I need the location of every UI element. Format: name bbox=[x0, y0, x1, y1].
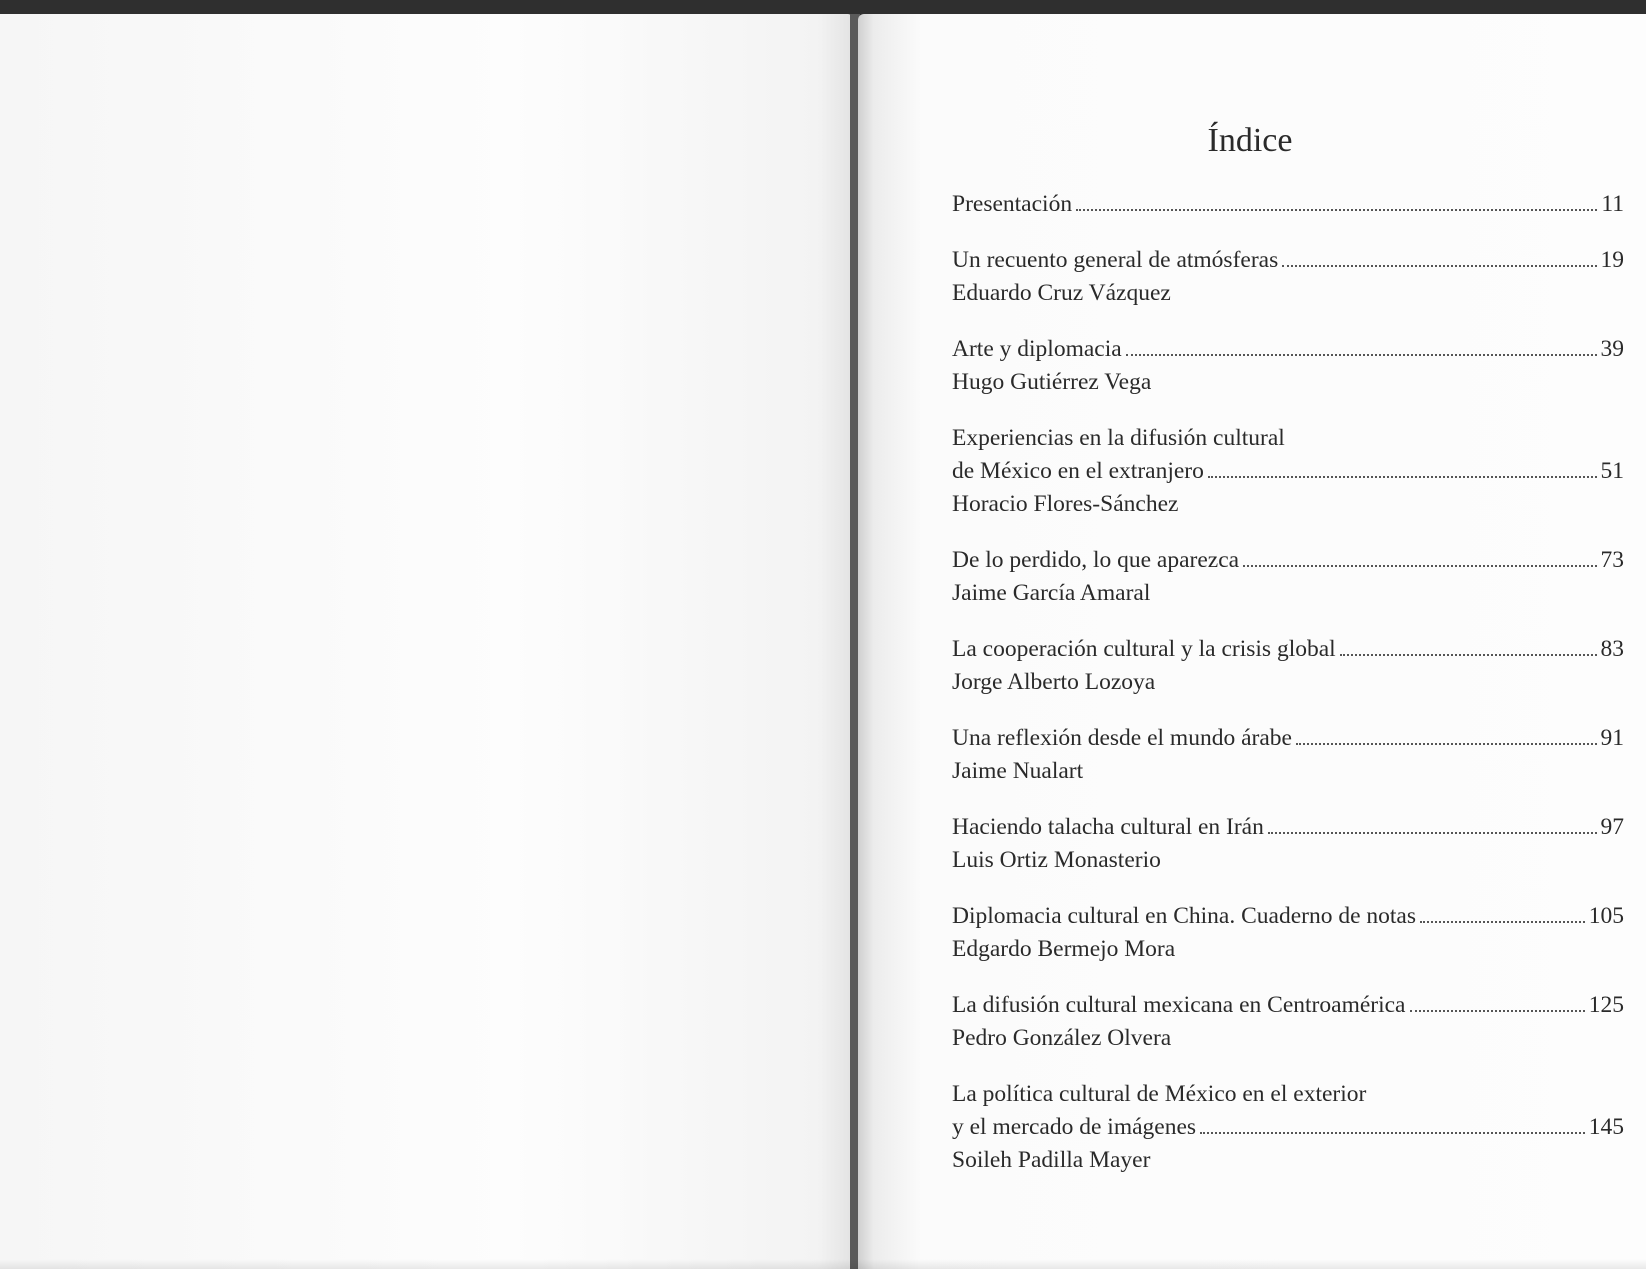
left-page-blank bbox=[0, 14, 852, 1269]
toc-entry-title-line bbox=[952, 455, 1624, 488]
toc-entry-title-line bbox=[952, 633, 1624, 666]
toc-entry-page-number: 105 bbox=[1588, 903, 1624, 929]
toc-entry-title: La política cultural de México en el exterior bbox=[952, 1081, 1367, 1107]
toc-entry-title: La difusión cultural mexicana en Centroamérica bbox=[952, 992, 1406, 1018]
dot-leader bbox=[1296, 743, 1597, 745]
toc-entry-title-line bbox=[952, 544, 1624, 577]
toc-entry-author: Horacio Flores-Sánchez bbox=[952, 491, 1179, 517]
toc-entry-title: Diplomacia cultural en China. Cuaderno de notas bbox=[952, 903, 1416, 929]
toc-entry-page-number: 11 bbox=[1601, 191, 1624, 217]
dot-leader bbox=[1410, 1010, 1585, 1012]
toc-entry-page-number: 73 bbox=[1600, 547, 1624, 573]
dot-leader bbox=[1340, 654, 1597, 656]
toc-entry-author: Jaime García Amaral bbox=[952, 580, 1151, 606]
scan-bottom-shadow bbox=[0, 1259, 1646, 1269]
toc-entry-page-number: 19 bbox=[1600, 247, 1624, 273]
toc-entry bbox=[952, 544, 1624, 610]
toc-entry-title-line bbox=[952, 989, 1624, 1022]
toc-entry bbox=[952, 244, 1624, 310]
toc-entry-page-number: 51 bbox=[1600, 458, 1624, 484]
toc-entry-author: Hugo Gutiérrez Vega bbox=[952, 369, 1152, 395]
toc-entry-title-line bbox=[952, 811, 1624, 844]
toc-entry-title: Un recuento general de atmósferas bbox=[952, 247, 1279, 273]
dot-leader bbox=[1268, 832, 1597, 834]
toc-entry-title: Presentación bbox=[952, 191, 1073, 217]
toc-entry-author: Jaime Nualart bbox=[952, 758, 1084, 784]
toc-entry-author: Luis Ortiz Monasterio bbox=[952, 847, 1161, 873]
toc-entry-title: y el mercado de imágenes bbox=[952, 1114, 1197, 1140]
toc-entry bbox=[952, 811, 1624, 877]
toc-entry-title-line bbox=[952, 722, 1624, 755]
toc-entry-title: Experiencias en la difusión cultural bbox=[952, 425, 1285, 451]
toc-entry-title-line bbox=[952, 1111, 1624, 1144]
toc-entry-title-line bbox=[952, 1078, 1624, 1111]
dot-leader bbox=[1200, 1132, 1585, 1134]
table-of-contents bbox=[952, 188, 1624, 1200]
toc-entry bbox=[952, 1078, 1624, 1177]
toc-entry bbox=[952, 188, 1624, 221]
toc-entry-author: Edgardo Bermejo Mora bbox=[952, 936, 1176, 962]
toc-entry-title-line bbox=[952, 333, 1624, 366]
toc-entry-title: Arte y diplomacia bbox=[952, 336, 1122, 362]
toc-entry-title: De lo perdido, lo que aparezca bbox=[952, 547, 1240, 573]
dot-leader bbox=[1208, 476, 1597, 478]
dot-leader bbox=[1126, 354, 1597, 356]
dot-leader bbox=[1243, 565, 1596, 567]
toc-entry-author: Pedro González Olvera bbox=[952, 1025, 1172, 1051]
toc-entry-title: de México en el extranjero bbox=[952, 458, 1204, 484]
toc-entry-title: Haciendo talacha cultural en Irán bbox=[952, 814, 1264, 840]
toc-entry bbox=[952, 633, 1624, 699]
toc-entry-title: Una reflexión desde el mundo árabe bbox=[952, 725, 1292, 751]
dot-leader bbox=[1420, 921, 1585, 923]
page-title: Índice bbox=[1207, 122, 1293, 159]
toc-entry-page-number: 39 bbox=[1600, 336, 1624, 362]
toc-entry bbox=[952, 900, 1624, 966]
dot-leader bbox=[1076, 209, 1597, 211]
toc-entry bbox=[952, 989, 1624, 1055]
toc-entry-page-number: 145 bbox=[1588, 1114, 1624, 1140]
dot-leader bbox=[1282, 265, 1596, 267]
toc-entry bbox=[952, 333, 1624, 399]
toc-entry-title-line bbox=[952, 900, 1624, 933]
toc-entry-page-number: 125 bbox=[1588, 992, 1624, 1018]
toc-entry-page-number: 97 bbox=[1600, 814, 1624, 840]
toc-entry-page-number: 91 bbox=[1600, 725, 1624, 751]
toc-entry bbox=[952, 722, 1624, 788]
toc-entry-author: Eduardo Cruz Vázquez bbox=[952, 280, 1171, 306]
toc-entry-title-line bbox=[952, 244, 1624, 277]
toc-entry-author: Soileh Padilla Mayer bbox=[952, 1147, 1151, 1173]
toc-entry-title: La cooperación cultural y la crisis global bbox=[952, 636, 1336, 662]
toc-entry-author: Jorge Alberto Lozoya bbox=[952, 669, 1156, 695]
toc-entry bbox=[952, 422, 1624, 521]
toc-entry-title-line bbox=[952, 188, 1624, 221]
toc-entry-page-number: 83 bbox=[1600, 636, 1624, 662]
toc-entry-title-line bbox=[952, 422, 1624, 455]
